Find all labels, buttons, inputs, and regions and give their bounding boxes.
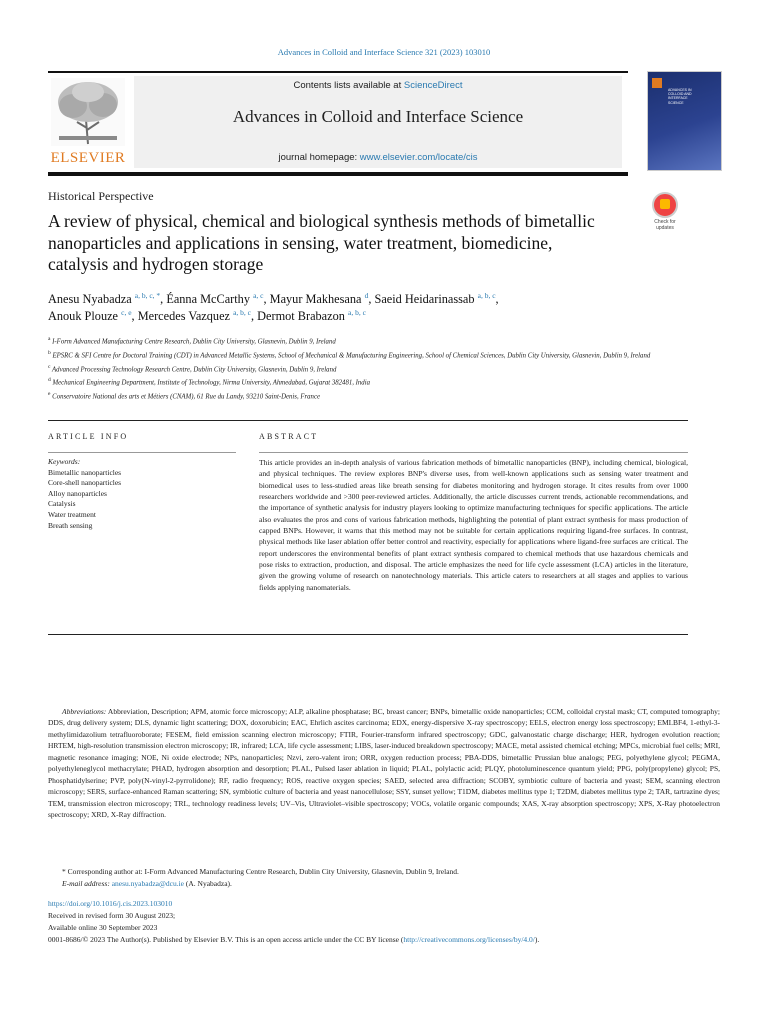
keyword: Alloy nanoparticles — [48, 488, 107, 498]
contents-prefix: Contents lists available at — [293, 80, 404, 91]
affiliation-key: a — [48, 336, 51, 342]
crossmark-line: updates — [656, 225, 674, 231]
author-name[interactable]: Mercedes Vazquez — [137, 309, 230, 323]
author[interactable] — [166, 292, 263, 306]
article-title: A review of physical, chemical and biological synthesis methods of bimetallic nanoparticles and applications in sensing, water treatment, biomedicine, catalysis and hydrogen storage — [48, 211, 595, 274]
email-label: E-mail address: — [62, 878, 110, 888]
header-rule — [48, 71, 628, 73]
author-name[interactable]: Anesu Nyabadza — [48, 292, 132, 306]
author[interactable] — [48, 292, 160, 306]
doi-link[interactable]: https://doi.org/10.1016/j.cis.2023.103010 — [48, 899, 173, 908]
journal-homepage-link[interactable]: www.elsevier.com/locate/cis — [359, 152, 478, 163]
running-head[interactable]: Advances in Colloid and Interface Science 321 (2023) 103010 — [277, 47, 491, 57]
elsevier-logo — [48, 76, 128, 168]
affiliation — [48, 375, 688, 389]
corresponding-text: Corresponding author at: I-Form Advanced Manufacturing Centre Research, Dublin City University, Glasnevin, Dublin 9, Ireland. — [65, 867, 459, 876]
received-date: Received in revised form 30 August 2023; — [48, 910, 176, 920]
cover-line: INTERFACE — [668, 96, 688, 101]
corresponding-author-note — [48, 866, 720, 889]
affiliation — [48, 348, 688, 362]
author-name[interactable]: Saeid Heidarinassab — [374, 292, 475, 306]
affiliation-key: d — [48, 377, 51, 384]
author-affil-marks[interactable]: a, b, c — [477, 290, 496, 300]
license-link[interactable]: http://creativecommons.org/licenses/by/4.0/ — [403, 934, 535, 944]
keyword: Water treatment — [48, 509, 96, 519]
crossmark-icon — [652, 192, 678, 218]
author[interactable] — [138, 309, 251, 323]
author-separator: , — [263, 292, 270, 306]
available-date: Available online 30 September 2023 — [48, 922, 158, 932]
journal-cover-image[interactable] — [647, 71, 722, 171]
keywords-block — [48, 457, 236, 531]
author[interactable] — [257, 309, 366, 323]
article-type: Historical Perspective — [48, 189, 154, 203]
author-affil-marks[interactable]: a, b, c — [233, 307, 251, 317]
affiliation-text: Conservatoire National des arts et Métiers (CNAM), 61 Rue du Landy, 93210 Saint-Denis, France — [52, 393, 320, 401]
affiliation — [48, 362, 688, 376]
affiliation-text: EPSRC & SFI Centre for Doctoral Training (CDT) in Advanced Metallic Systems, School of Mechanical & Manufacturing Engineering, School of Chemical Sciences, Dublin City University, Glasnevin, Dublin 9, Ireland — [52, 352, 651, 360]
author-name[interactable]: Dermot Brabazon — [257, 309, 345, 323]
homepage-line — [134, 152, 622, 163]
article-metadata — [48, 898, 728, 946]
check-for-updates-button[interactable] — [645, 192, 685, 236]
cover-title — [668, 88, 712, 105]
affiliation-text: I-Form Advanced Manufacturing Centre Research, Dublin City University, Glasnevin, Dublin 9, Ireland — [52, 338, 336, 346]
tree-icon — [51, 78, 125, 146]
abbreviations-label: Abbreviations: — [62, 707, 107, 716]
journal-title: Advances in Colloid and Interface Science — [232, 107, 524, 126]
affiliation-key: e — [48, 391, 51, 398]
affiliation-text: Mechanical Engineering Department, Institute of Technology, Nirma University, Ahmedabad, Gujarat 382481, India — [52, 379, 370, 387]
keyword: Breath sensing — [48, 520, 93, 530]
author-separator: , — [160, 292, 167, 306]
author-affil-marks[interactable]: a, c — [253, 290, 264, 300]
keyword: Core-shell nanoparticles — [48, 478, 122, 488]
keyword: Bimetallic nanoparticles — [48, 467, 122, 477]
abstract-rule — [259, 452, 688, 453]
cover-line: ADVANCES IN — [668, 88, 692, 92]
keyword: Catalysis — [48, 499, 76, 509]
author-affil-marks[interactable]: c, e — [121, 307, 132, 317]
cover-logo-mark — [652, 78, 662, 88]
author-affil-marks[interactable]: d — [364, 290, 369, 300]
author-name[interactable]: Éanna McCarthy — [166, 292, 250, 306]
sciencedirect-link[interactable]: ScienceDirect — [403, 80, 463, 91]
author-name[interactable]: Anouk Plouze — [48, 309, 119, 323]
author[interactable] — [374, 292, 495, 306]
affiliation-key: b — [48, 349, 51, 356]
publisher-name: ELSEVIER — [50, 150, 126, 166]
author-email-link[interactable]: anesu.nyabadza@dcu.ie — [111, 878, 185, 888]
abstract-heading: ABSTRACT — [259, 432, 319, 441]
author-affil-marks[interactable]: a, b, c — [347, 307, 366, 317]
abbreviations-footnote — [48, 706, 720, 821]
author[interactable] — [48, 309, 132, 323]
article-info-heading: ARTICLE INFO — [48, 432, 129, 441]
cover-line: SCIENCE — [668, 100, 684, 105]
author-separator: , — [131, 309, 138, 323]
license-suffix: ). — [534, 934, 540, 944]
affiliation — [48, 389, 688, 403]
author-separator: , — [495, 292, 499, 306]
author-affil-marks[interactable]: a, b, c, * — [134, 290, 161, 300]
homepage-prefix: journal homepage: — [278, 152, 360, 163]
license-line — [48, 934, 728, 946]
affiliation — [48, 334, 688, 348]
article-info-rule — [48, 452, 236, 453]
contents-line — [134, 80, 622, 91]
author-list — [48, 291, 688, 325]
abstract-text: This article provides an in-depth analysis of various fabrication methods of bimetallic nanoparticles (BNP), including chemical, biological, and physical techniques. The review explores BNP's diverse uses, from well-known applications such as sensing water treatment and biomedical uses to less-studied areas like breath sensing for diabetes monitoring and hydrogen storage. It cites results from over 1000 researchers worldwide and >300 peer-reviewed articles. Additionally, the article discusses current trends, actionable recommendations, and the importance of synthetic analysis for industry players looking to optimize manufacturing techniques for specific applications. The article also evaluates the pros and cons of various fabrication methods, highlighting the potential of plant extract synthesis for mass production of capped BNPs. However, it warns that this method may not be suitable for certain applications requiring ligand-free surfaces. In contrast, physical methods like laser ablation offer better control and reactivity, especially for applications where ligand-free surfaces are critical. The report underscores the environmental benefits of plant extract synthesis compared to chemical methods that use hazardous chemicals and pose risks to extraction, production, and disposal. The article emphasizes the need for life cycle assessment (LCA) articles in the literature, given the growing volume of research on nanotechnology materials. This article caters to researchers at all stages and applies to various fields applying nanomaterials. — [259, 458, 688, 592]
license-text: 0001-8686/© 2023 The Author(s). Published by Elsevier B.V. This is an open access article under the CC BY license ( — [48, 934, 404, 944]
corresponding-marker: * — [62, 867, 66, 876]
email-suffix: (A. Nyabadza). — [184, 878, 232, 888]
header-thick-rule — [48, 172, 628, 176]
abbreviations-text: Abbreviation, Description; APM, atomic force microscopy; ALP, alkaline phosphatase; BC, breast cancer; BNPs, bimetallic oxide nanoparticles; CCM, colloidal crystal mask; CT, computed tomography; DDS, drug delivery system; DLS, dynamic light scattering; DOX, doxorubicin; EAC, Ehrlich ascites carcinoma; EDX, energy-dispersive X-ray spectroscopy; EELS, electron energy loss spectroscopy; EMI.BF4, 1-ethyl-3-methylimidazolium tetrafluoroborate; FESEM, field emission scanning electron microscopy; FTIR, Fourier-transform infrared spectroscopy; GDC, galvanostatic charge discharge; HER, hydrogen evolution reaction; HRTEM, high-resolution transmission electron microscopy; IR, infrared; LCA, life cycle assessment; LIBS, laser-induced breakdown spectroscopy; MACE, metal assisted chemical etching; MPCs, microbial fuel cells; MRI, magnetic resonance imaging; NOE, Ni oxide electrode; NPs, nanoparticles; Nzvi, zero-valent iron; ORR, oxygen reduction process; PBA-DDS, bimetallic Prussian blue analogs; PEG, polyethylene glycol; PEGMA, polyethyleneglycol methacrylate; PHAD, hydrogen absorption and desorption; PLAL, Pulsed laser ablation in liquid; PLAL, polylactic acid; PLQY, photoluminescence quantum yield; PPG, poly(propylene) glycol; PS, Phosphatidylserine; PVP, poly(N-vinyl-2-pyrrolidone); RF, radio frequency; ROS, reactive oxygen species; SAED, selected area diffraction; SCOBY, symbiotic culture of bacteria and yeast; SEM, scanning electron microscopy; SERS, surface-enhanced Raman scattering; SN, symbiotic culture of bacteria and yeast nanocellulose; SSY, sunset yellow; T1DM, diabetes mellitus type 1; T2DM, diabetes mellitus type 2; TAR, tartrazine dyes; TEM, transmission electron microscopy; TRL, technology readiness levels; UV–Vis, Ultraviolet–visible spectroscopy; VOCs, volatile organic compounds; XAS, X-ray absorption spectroscopy; XPS, X-Ray photoelectron spectroscopy; XRD, X-Ray diffraction. — [48, 707, 720, 820]
affiliation-text: Advanced Processing Technology Research Centre, Dublin City University, Glasnevin, Dublin 9, Ireland — [52, 365, 337, 373]
author-separator: , — [250, 309, 258, 323]
author[interactable] — [270, 292, 369, 306]
affiliation-key: c — [48, 363, 51, 370]
crossmark-line: Check for — [654, 219, 676, 225]
keywords-label: Keywords: — [48, 457, 81, 466]
affiliations — [48, 334, 688, 403]
cover-line: COLLOID AND — [668, 92, 692, 97]
article-info-top-rule — [48, 420, 688, 421]
crossmark-label — [645, 219, 685, 231]
author-separator: , — [368, 292, 375, 306]
abstract-bottom-rule — [48, 634, 688, 635]
author-name[interactable]: Mayur Makhesana — [269, 292, 362, 306]
